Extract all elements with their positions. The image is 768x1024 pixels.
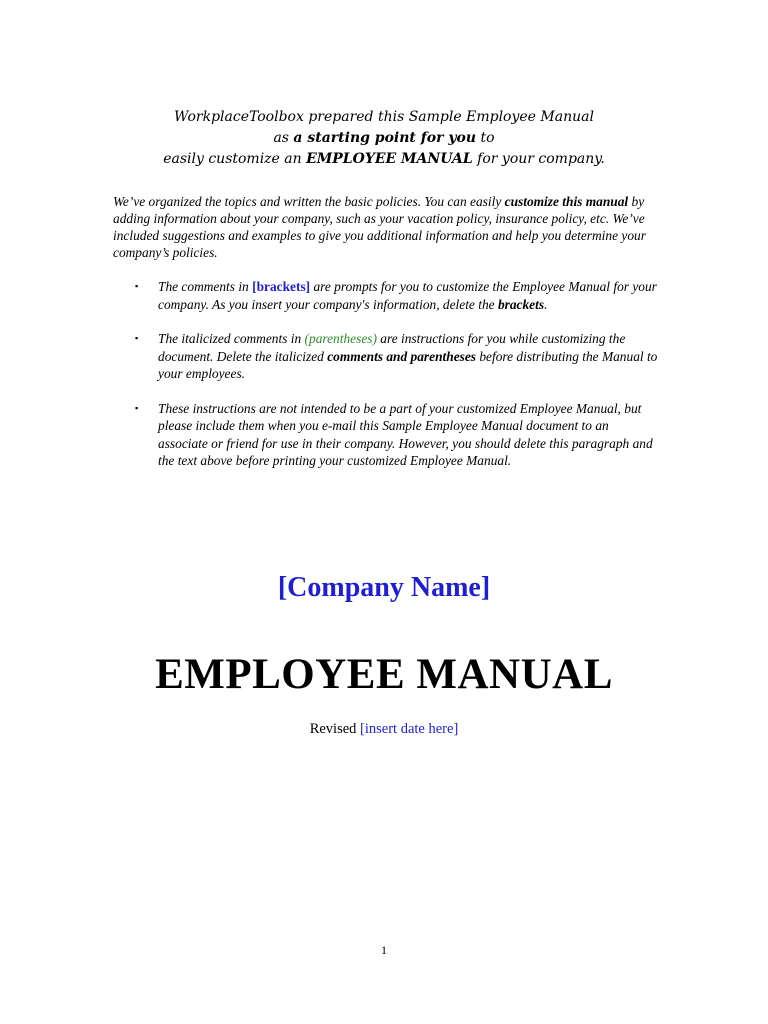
intro-line-3-bold: EMPLOYEE MANUAL <box>306 151 473 167</box>
bullet-icon: ▪ <box>135 402 139 413</box>
revised-label: Revised <box>309 721 361 737</box>
bullet-icon: ▪ <box>135 281 139 291</box>
intro-block <box>100 107 668 170</box>
bullet-2-bold: comments and parentheses <box>327 348 476 364</box>
bullet-2-end: before distributing the Manual to your employees. <box>158 348 658 381</box>
paragraph-bold: customize this manual <box>504 194 629 209</box>
intro-line-1: WorkplaceToolbox prepared this Sample Employee Manual <box>174 109 594 125</box>
company-name: [Company Name] <box>277 572 491 603</box>
bullet-2-pre: The italicized comments in <box>158 331 305 346</box>
bullet-3-text: These instructions are not intended to be a part of your customized Employee Manual, but please include them when you e-mail this Sample Employee Manual document to an associate or friend for use in their company. However, you should delete this paragraph and the text above before printing your customized Employee Manual. <box>158 400 653 468</box>
paragraph-post: by adding information about your company, such as your vacation policy, insurance policy, etc. We’ve included suggestions and examples to give you additional information and help you determine your company’s policies. <box>113 194 646 260</box>
bullet-2-mid: are instructions for you while customizing the document. Delete the italicized <box>158 331 626 364</box>
intro-line-3-post: for your company. <box>472 151 605 167</box>
page-title: EMPLOYEE MANUAL <box>155 651 613 698</box>
bullet-1-mid: are prompts for you to customize the Employee Manual for your company. As you insert your company's information, delete the <box>158 279 657 312</box>
list-item <box>113 278 658 313</box>
intro-line-2-post: to <box>476 130 495 146</box>
instruction-list <box>113 278 658 487</box>
bullet-2-parentheses: (parentheses) <box>304 331 377 346</box>
revised-line <box>0 721 768 738</box>
bullet-1-bold: brackets <box>497 296 545 312</box>
paragraph-pre: We’ve organized the topics and written the basic policies. You can easily <box>113 194 505 209</box>
intro-paragraph <box>113 193 658 261</box>
bullet-1-brackets: [brackets] <box>252 279 311 294</box>
intro-line-3 <box>100 149 668 170</box>
intro-line-2-bold: a starting point for you <box>293 130 477 146</box>
list-item <box>113 330 658 383</box>
page-number: 1 <box>381 943 387 957</box>
intro-line-2-pre: as <box>273 130 294 146</box>
list-item <box>113 400 658 470</box>
intro-line-2 <box>100 128 668 149</box>
revised-date: [insert date here] <box>360 721 459 737</box>
bullet-1-end: . <box>544 296 548 312</box>
bullet-icon: ▪ <box>135 333 139 343</box>
bullet-1-pre: The comments in <box>158 279 253 294</box>
intro-line-3-pre: easily customize an <box>163 151 307 167</box>
